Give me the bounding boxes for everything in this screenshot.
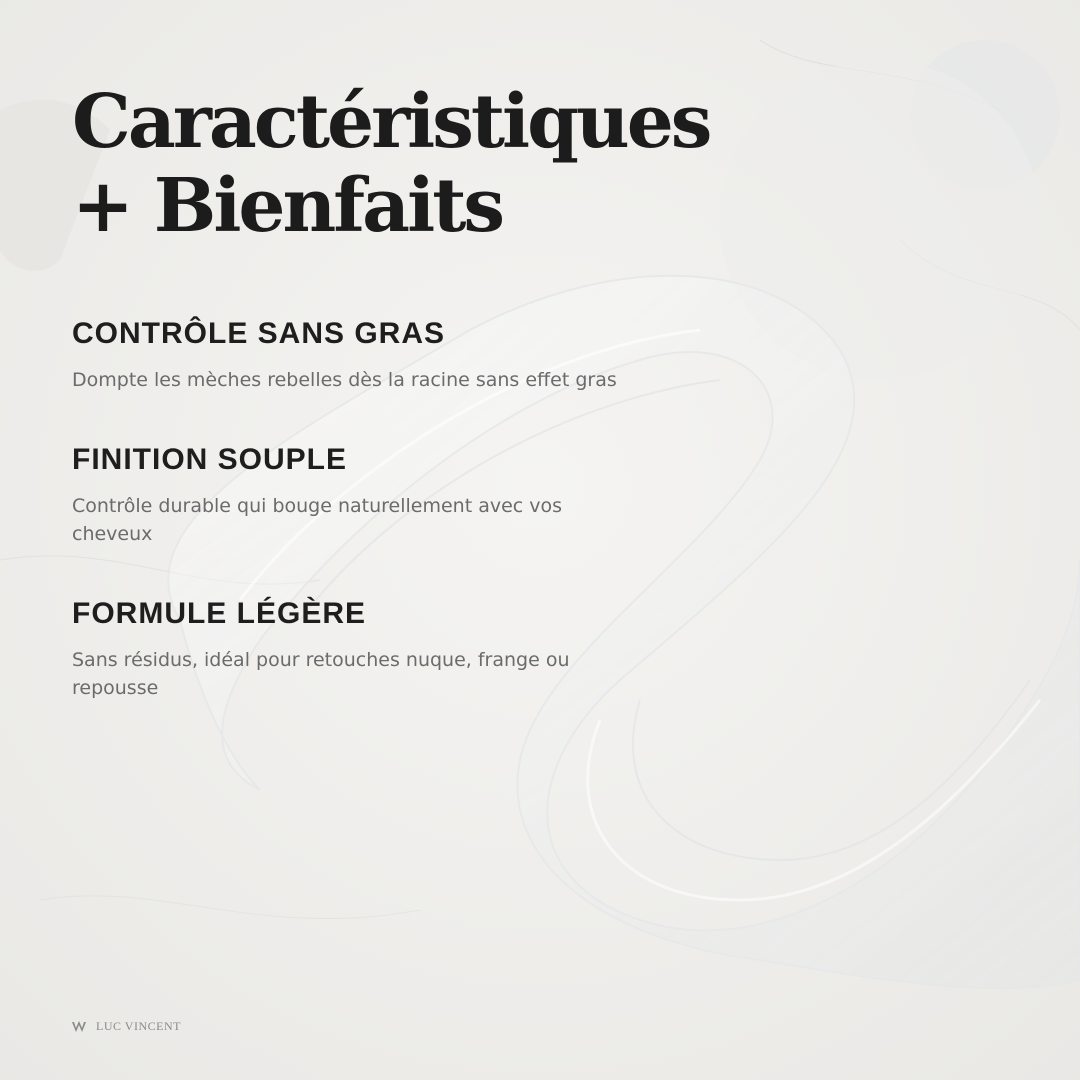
feature-heading: FINITION SOUPLE — [72, 443, 348, 476]
feature-description: Contrôle durable qui bouge naturellement avec vos cheveux — [72, 495, 563, 545]
main-content — [72, 79, 710, 750]
luc-vincent-logo-icon — [72, 1021, 90, 1033]
brand-mark — [72, 1019, 181, 1034]
feature-item — [72, 316, 692, 394]
page-title — [72, 79, 710, 249]
feature-item — [72, 596, 692, 702]
feature-heading: CONTRÔLE SANS GRAS — [72, 317, 446, 350]
features-list — [72, 316, 692, 702]
page-title-line-1: Caractéristiques — [72, 79, 710, 165]
page-title-line-2: + Bienfaits — [72, 163, 503, 249]
brand-name: LUC VINCENT — [96, 1019, 181, 1033]
feature-description: Dompte les mèches rebelles dès la racine sans effet gras — [72, 369, 617, 391]
feature-heading: FORMULE LÉGÈRE — [72, 597, 367, 630]
feature-item — [72, 442, 692, 548]
feature-description: Sans résidus, idéal pour retouches nuque, frange ou repousse — [72, 649, 570, 699]
